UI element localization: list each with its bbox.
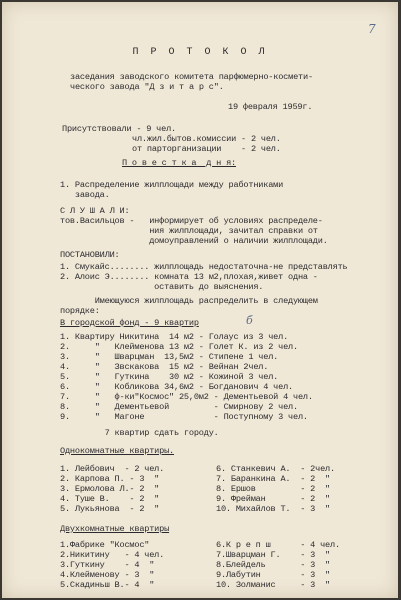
two-room-right-row: 7.Шварцман Г. - 3 ": [216, 550, 331, 560]
intro-line-2: порядке:: [60, 306, 100, 316]
city-fund-row: 1. Квартиру Никитина 14 м2 - Голаус из 3 чел.: [60, 332, 289, 342]
two-room-left-row: 5.Скадиньш В.- 4 ": [60, 580, 155, 590]
two-room-right-row: 10. Золманис - 3 ": [216, 580, 331, 590]
city-fund-row: 5. " Гуткина 30 м2 - Кожиной 3 чел.: [60, 372, 279, 382]
one-room-right-row: 7. Баранкина А. - 2 ": [216, 474, 331, 484]
resolved-line-1: 1. Смукайс........ жилплощадь недостаточна-не представлять: [60, 262, 348, 272]
two-room-left-row: 2.Никитину - 4 чел.: [60, 550, 165, 560]
city-fund-row: 4. " Звскакова 15 м2 - Вейнан 2чел.: [60, 362, 269, 372]
subtitle-line-2: ческого завода "Д з и т а р с".: [70, 82, 224, 92]
city-fund-row: 8. " Дементьевой - Смирнову 2 чел.: [60, 402, 298, 412]
attendance-commission: чл.жил.бытов.комиссии - 2 чел.: [132, 134, 281, 144]
city-fund-row: 6. " Кобликова 34,6м2 - Богданович 4 чел.: [60, 382, 293, 392]
one-room-right-row: 6. Станкевич А. - 2чел.: [216, 464, 335, 474]
two-room-heading: Двухкомнатные квартиры: [60, 524, 170, 534]
resolved-heading: ПОСТАНОВИЛИ:: [60, 250, 120, 260]
one-room-left-row: 1. Лейбович - 2 чел.: [60, 464, 165, 474]
two-room-left-row: 1.Фабрике "Космос": [60, 540, 150, 550]
two-room-right-row: 8.Блейдель - 3 ": [216, 560, 331, 570]
two-room-left-row: 3.Гуткину - 4 ": [60, 560, 155, 570]
one-room-right-row: 8. Ершов - 2 ": [216, 484, 331, 494]
document-title: П Р О Т О К О Л: [132, 47, 268, 58]
city-fund-note: 7 квартир сдать городу.: [60, 428, 219, 438]
subtitle-line-1: заседания заводского комитета парфюмерно-космети-: [70, 72, 313, 82]
resolved-line-2: 2. Алоис Э........ комната 13 м2,плохая,живет одна -: [60, 272, 318, 282]
two-room-right-row: 6.К р е п ш - 4 чел.: [216, 540, 340, 550]
two-room-left-row: 4.Клейменову - 3 ": [60, 570, 155, 580]
city-fund-heading: В городской фонд - 9 квартир: [60, 318, 199, 328]
resolved-line-3: оставить до выяснения.: [60, 282, 264, 292]
agenda-item-line-2: завода.: [60, 190, 110, 200]
one-room-left-row: 3. Ермолова Л.- 2 ": [60, 484, 160, 494]
handwritten-mark: б: [246, 314, 253, 327]
heard-heading: С Л У Ш А Л И:: [60, 206, 130, 216]
intro-line-1: Имеющуюся жилплощадь распределить в следующем: [60, 296, 318, 306]
heard-line-3: домоуправлений о наличии жилплощади.: [60, 236, 328, 246]
document-date: 19 февраля 1959г.: [228, 102, 313, 112]
city-fund-row: 3. " Шварцман 13,5м2 - Стипене 1 чел.: [60, 352, 279, 362]
document-page: [2, 2, 398, 598]
city-fund-row: 9. " Магоне - Поступному 3 чел.: [60, 412, 308, 422]
page-number: 7: [368, 22, 376, 36]
city-fund-row: 2. " Клейменова 13 м2 - Голет К. из 2 чел.: [60, 342, 298, 352]
one-room-heading: Однокомнатные квартиры.: [60, 446, 175, 456]
agenda-heading: П о в е с т к а д н я:: [122, 158, 237, 168]
two-room-right-row: 9.Лабутин - 3 ": [216, 570, 331, 580]
one-room-right-row: 9. Фрейман - 2 ": [216, 494, 331, 504]
one-room-right-row: 10. Михайлов Т. - 3 ": [216, 504, 331, 514]
agenda-item-line-1: 1. Распределение жилплощади между работниками: [60, 180, 284, 190]
city-fund-row: 7. " ф-ки"Космос" 25,0м2 - Дементьевой 4 чел.: [60, 392, 313, 402]
heard-line-1: тов.Васильцов - информирует об условиях распределе-: [60, 216, 323, 226]
one-room-left-row: 5. Лукьянова - 2 ": [60, 504, 160, 514]
heard-line-2: ния жилплощади, зачитал справки от: [60, 226, 318, 236]
one-room-left-row: 2. Карпова П. - 3 ": [60, 474, 160, 484]
attendance-party: от парторганизации - 2 чел.: [132, 144, 281, 154]
attendance-total: Присутствовали - 9 чел.: [62, 124, 177, 134]
one-room-left-row: 4. Туше В. - 2 ": [60, 494, 160, 504]
